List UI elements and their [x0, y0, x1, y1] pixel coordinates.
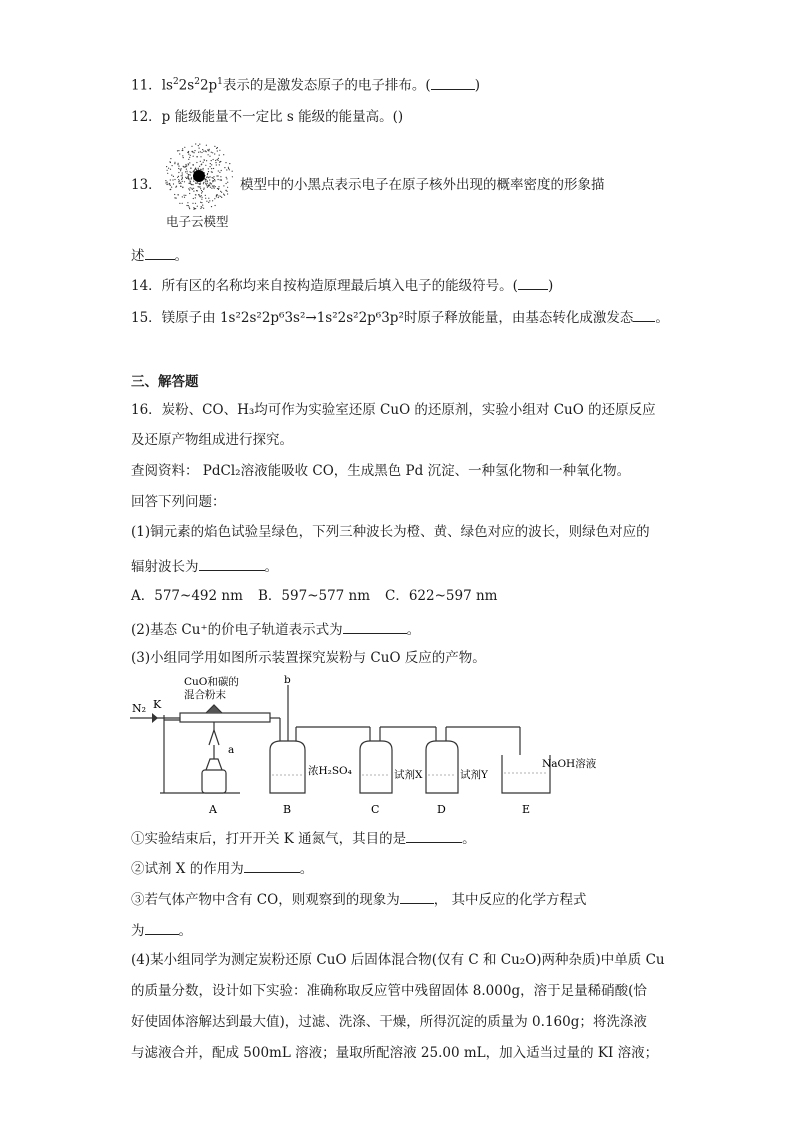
label-c-reagent: 试剂X	[394, 769, 423, 781]
letter-c: C	[371, 803, 380, 816]
letter-e: E	[522, 803, 531, 816]
q16-prompt: 回答下列问题：	[131, 494, 226, 510]
q11-mid: 2s	[178, 77, 195, 94]
q11-close: )	[474, 77, 480, 94]
q11-sup2: 2	[194, 77, 200, 87]
sub3-text-b: ， 其中反应的化学方程式	[433, 892, 587, 908]
q15-text: 15．镁原子由 1s²2s²2p⁶3s²→1s²2s²2p⁶3p²时原子释放能量，由基态转化成激发态	[131, 310, 634, 326]
q14-close: )	[547, 278, 554, 294]
q16-sub3	[131, 888, 587, 910]
sub3-answer-blank-1[interactable]	[400, 888, 434, 904]
q16-option-a: A．577~492 nm	[131, 588, 243, 604]
p1-answer-blank[interactable]	[199, 555, 265, 571]
letter-b: B	[283, 803, 292, 816]
q15-answer-blank[interactable]	[633, 306, 655, 322]
nucleus-dot	[193, 170, 205, 182]
q16-line2: 及还原产物组成进行探究。	[131, 432, 293, 448]
q16-p4-line2: 的质量分数，设计如下实验：准确称取反应管中残留固体 8.000g，溶于足量稀硝酸(恰	[131, 983, 647, 999]
p1-end: 。	[264, 559, 278, 575]
p2-text: (2)基态 Cu⁺的价电子轨道表示式为	[131, 622, 343, 638]
q16-p1-line1: (1)铜元素的焰色试验呈绿色，下列三种波长为橙、黄、绿色对应的波长，则绿色对应的	[131, 524, 650, 540]
q16-info: 查阅资料： PdCl₂溶液能吸收 CO，生成黑色 Pd 沉淀、一种氢化物和一种氧化物。	[131, 463, 631, 479]
question-11	[131, 72, 480, 96]
label-k: K	[153, 698, 162, 711]
q16-sub3-cont	[131, 919, 192, 941]
q11-text: 表示的是激发态原子的电子排布。(	[222, 77, 431, 94]
q16-p4-line4: 与滤液合并，配成 500mL 溶液；量取所配溶液 25.00 mL，加入适当过量的 KI 溶液；	[131, 1045, 659, 1061]
label-d-reagent: 试剂Y	[460, 769, 488, 781]
section-title: 三、解答题	[131, 374, 199, 390]
q13-cont-text: 述	[131, 248, 145, 264]
bottle-d	[426, 741, 458, 793]
sub3-answer-blank-2[interactable]	[145, 919, 179, 935]
label-b: b	[284, 675, 291, 686]
question-13-cont	[131, 244, 188, 266]
q14-text: 14．所有区的名称均来自按构造原理最后填入电子的能级符号。(	[131, 278, 518, 294]
q11-orbital: ls	[161, 77, 173, 94]
q16-line1: 16．炭粉、CO、H₃均可作为实验室还原 CuO 的还原剂，实验小组对 CuO 的还原反应	[131, 402, 656, 418]
q16-option-b: B．597~577 nm	[258, 588, 371, 604]
q13-answer-blank[interactable]	[145, 244, 175, 260]
q11-sup1: 2	[172, 77, 179, 87]
q16-sub1	[131, 827, 476, 849]
sub1-answer-blank[interactable]	[406, 827, 462, 843]
sub2-end: 。	[299, 861, 314, 877]
letter-a: A	[209, 803, 217, 816]
label-e-reagent: NaOH溶液	[542, 758, 597, 770]
label-n2: N₂	[132, 702, 147, 715]
sub1-text: ①实验结束后，打开开关 K 通氮气，其目的是	[131, 831, 407, 847]
bottle-b	[270, 741, 305, 793]
p2-answer-blank[interactable]	[343, 618, 407, 634]
sub2-text: ②试剂 X 的作用为	[131, 861, 244, 877]
q11-sup3: 1	[217, 77, 223, 87]
apparatus-diagram	[130, 675, 610, 820]
p2-end: 。	[406, 622, 421, 638]
electron-cloud-caption: 电子云模型	[166, 214, 229, 229]
valve-k	[152, 713, 158, 723]
question-12: 12．p 能级能量不一定比 s 能级的能量高。()	[131, 109, 404, 125]
q11-p: 2p	[199, 77, 218, 94]
label-powder-2: 混合粉末	[184, 689, 226, 701]
q14-answer-blank[interactable]	[518, 274, 548, 290]
q16-p3: (3)小组同学用如图所示装置探究炭粉与 CuO 反应的产物。	[131, 650, 486, 666]
q16-option-c: C．622~597 nm	[385, 588, 498, 604]
q13-end: 。	[174, 248, 188, 264]
q11-answer-blank[interactable]	[431, 74, 475, 90]
sub3-text-c: 为	[131, 923, 145, 939]
q11-number: 11．	[131, 77, 162, 94]
question-14	[131, 274, 553, 296]
q16-sub2	[131, 857, 313, 879]
question-15	[131, 306, 669, 328]
sub3-end: 。	[178, 923, 192, 939]
q16-p4-line3: 好使固体溶解达到最大值)，过滤、洗涤、干燥，所得沉淀的质量为 0.160g；将洗涤液	[131, 1014, 647, 1030]
question-13-number: 13．	[131, 177, 162, 193]
sub1-end: 。	[462, 831, 476, 847]
q16-p2	[131, 618, 420, 640]
sub3-text-a: ③若气体产物中含有 CO，则观察到的现象为	[131, 892, 400, 908]
q15-end: 。	[655, 310, 669, 326]
bottle-c	[360, 741, 392, 793]
reaction-tube	[180, 705, 270, 730]
letter-d: D	[437, 803, 446, 816]
label-a: a	[228, 744, 235, 756]
label-powder-1: CuO和碳的	[184, 676, 239, 688]
label-b-reagent: 浓H₂SO₄	[308, 765, 352, 777]
question-13-text: 模型中的小黑点表示电子在原子核外出现的概率密度的形象描	[240, 177, 605, 193]
q16-p4-line1: (4)某小组同学为测定炭粉还原 CuO 后固体混合物(仅有 C 和 Cu₂O)两种杂质)中单质 Cu	[131, 952, 665, 968]
p1-line2-text: 辐射波长为	[131, 559, 199, 575]
sub2-answer-blank[interactable]	[244, 857, 300, 873]
q16-p1-line2	[131, 555, 278, 577]
